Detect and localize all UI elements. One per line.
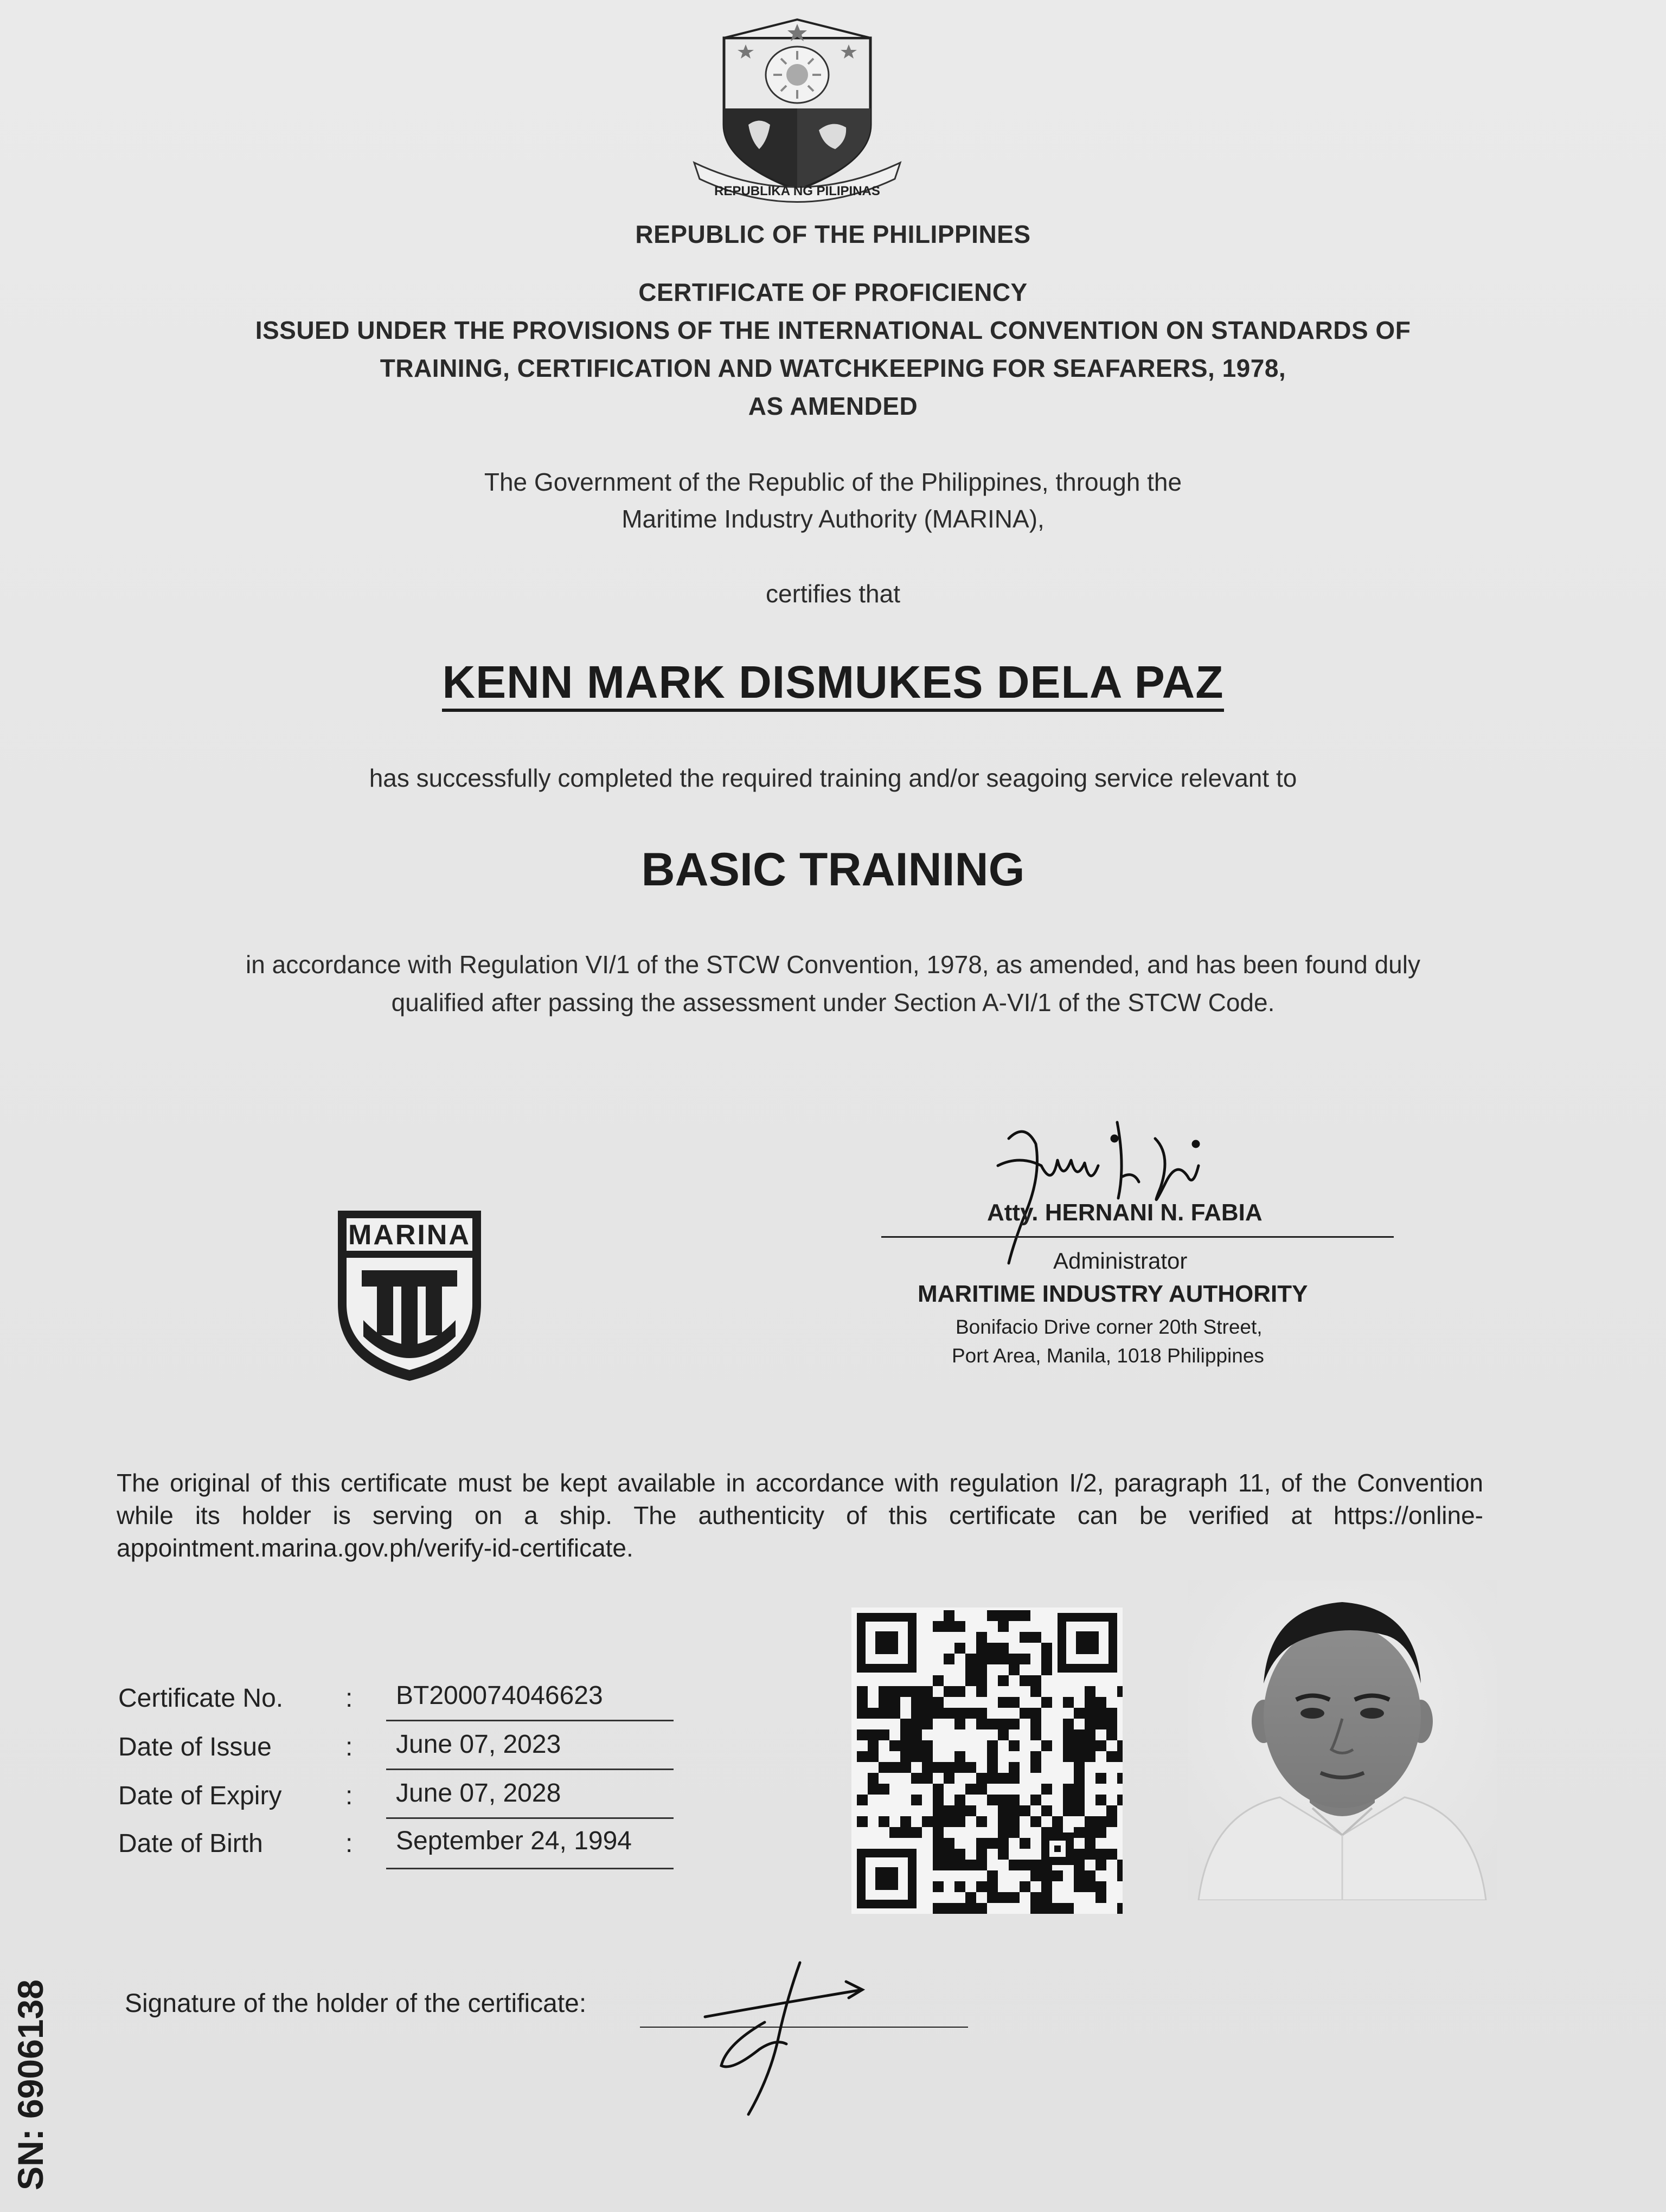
date-of-expiry-colon: : [345,1782,353,1810]
issuing-office: MARITIME INDUSTRY AUTHORITY [918,1281,1308,1307]
provision-line-2: TRAINING, CERTIFICATION AND WATCHKEEPING FOR SEAFARERS, 1978, [380,354,1286,382]
certificate-no-colon: : [345,1684,353,1713]
date-of-expiry-label: Date of Expiry [118,1782,282,1810]
certificate-no-label: Certificate No. [118,1684,284,1713]
provision-line-3: AS AMENDED [748,392,918,420]
certificate-no-underline [386,1720,674,1721]
marina-logo-text: MARINA [348,1219,471,1251]
course-title: BASIC TRAINING [641,844,1025,896]
certificate-no-value: BT200074046623 [396,1681,603,1710]
intro-line-2: Maritime Industry Authority (MARINA), [621,505,1045,533]
signatory-position: Administrator [1053,1248,1188,1274]
certificate-title: CERTIFICATE OF PROFICIENCY [638,278,1028,306]
completed-text: has successfully completed the required training and/or seagoing service relevant to [369,764,1297,792]
coat-of-arms-seal [689,16,906,211]
date-of-issue-underline [386,1769,674,1770]
date-of-birth-value: September 24, 1994 [396,1827,632,1855]
marina-logo [334,1206,485,1385]
holder-name [0,656,1666,709]
date-of-issue-label: Date of Issue [118,1733,272,1761]
date-of-expiry-underline [386,1817,674,1819]
holder-signature [683,1957,879,2125]
date-of-birth-colon: : [345,1829,353,1858]
holder-name-text: KENN MARK DISMUKES DELA PAZ [442,657,1223,712]
regulation-line-1: in accordance with Regulation VI/1 of the STCW Convention, 1978, as amended, and has been found duly [246,950,1420,979]
intro-line-1: The Government of the Republic of the Philippines, through the [484,468,1182,496]
date-of-expiry-value: June 07, 2028 [396,1779,561,1808]
verification-notice: The original of this certificate must be kept available in accordance with regulation I/2, paragraph 11, of the Convention while its holder is serving on a ship. The authenticity of this certificate can be verified at https://online-appointment.marina.gov.ph/verify-id-certificate. [117,1469,1483,1562]
office-address-line-2: Port Area, Manila, 1018 Philippines [952,1345,1264,1367]
regulation-line-2: qualified after passing the assessment under Section A-VI/1 of the STCW Code. [391,988,1275,1017]
office-address-line-1: Bonifacio Drive corner 20th Street, [956,1316,1263,1338]
seal-motto: REPUBLIKA NG PILIPINAS [714,184,880,198]
holder-signature-label: Signature of the holder of the certificate: [125,1989,587,2018]
date-of-issue-value: June 07, 2023 [396,1730,561,1759]
certifies-text: certifies that [766,580,900,608]
holder-photo [1188,1580,1497,1900]
signatory-name: Atty. HERNANI N. FABIA [987,1199,1263,1226]
serial-number: SN: 6906138 [10,1979,50,2190]
date-of-issue-colon: : [345,1733,353,1761]
provision-line-1: ISSUED UNDER THE PROVISIONS OF THE INTERNATIONAL CONVENTION ON STANDARDS OF [255,316,1411,344]
verification-qr-code[interactable] [851,1607,1123,1914]
date-of-birth-underline [386,1868,674,1869]
country-heading: REPUBLIC OF THE PHILIPPINES [635,220,1031,248]
signatory-signature-line [881,1236,1394,1238]
date-of-birth-label: Date of Birth [118,1829,263,1858]
